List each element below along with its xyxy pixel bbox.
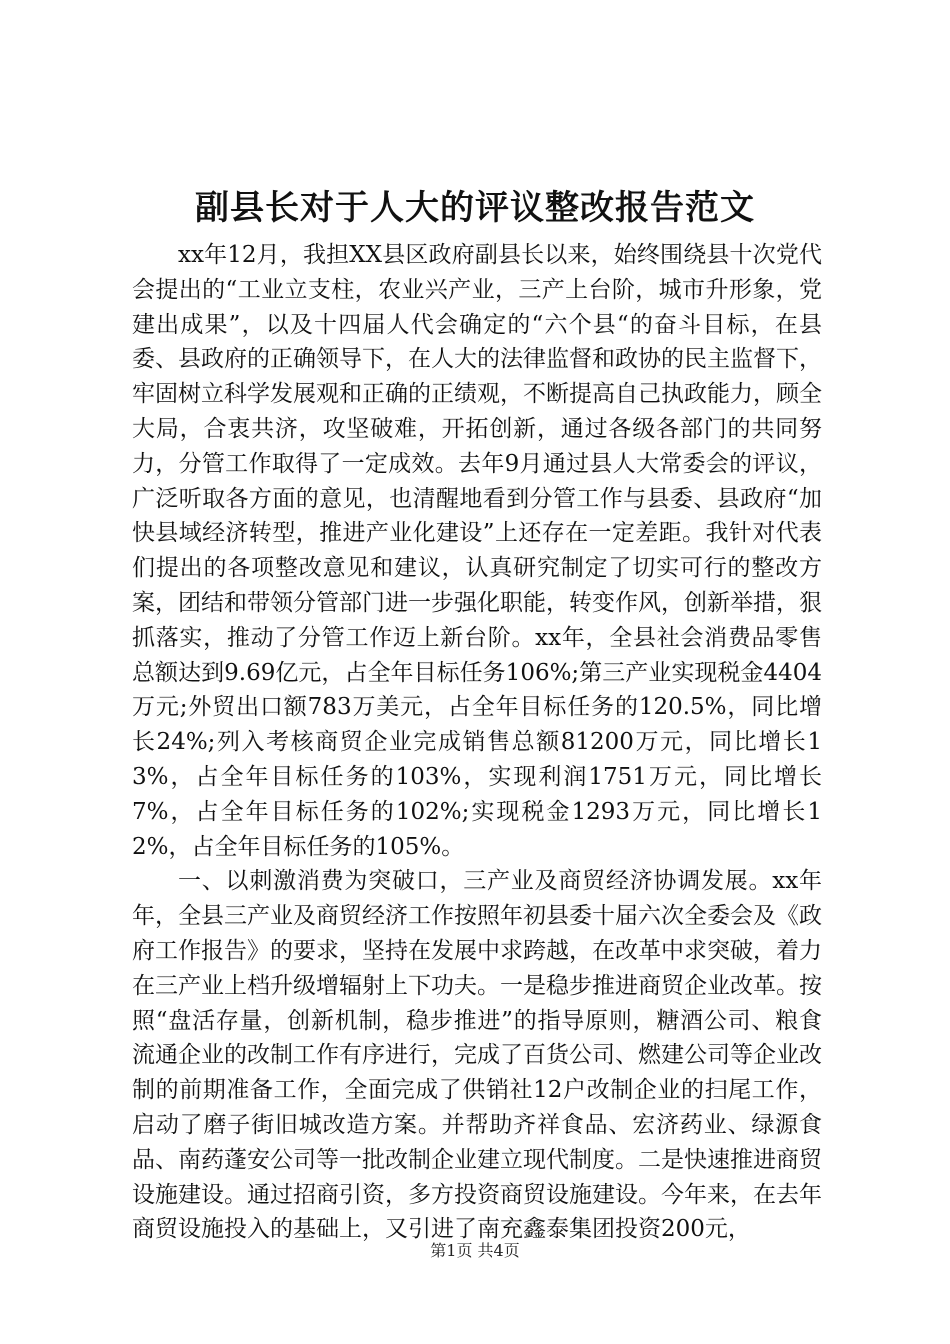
page-number-footer: 第1页 共4页 — [430, 1241, 520, 1260]
document-title: 副县长对于人大的评议整改报告范文 — [195, 188, 755, 228]
document-body — [132, 238, 822, 1247]
paragraph-section-one: 一、以刺激消费为突破口，三产业及商贸经济协调发展。xx年年，全县三产业及商贸经济工作按照年初县委十届六次全委会及《政府工作报告》的要求，坚持在发展中求跨越，在改革中求突破，着力在三产业上档升级增辐射上下功夫。一是稳步推进商贸企业改革。按照“盘活存量，创新机制，稳步推进”的指导原则，糖酒公司、粮食流通企业的改制工作有序进行，完成了百货公司、燃建公司等企业改制的前期准备工作，全面完成了供销社12户改制企业的扫尾工作，启动了磨子街旧城改造方案。并帮助齐祥食品、宏济药业、绿源食品、南药蓬安公司等一批改制企业建立现代制度。二是快速推进商贸设施建设。通过招商引资，多方投资商贸设施建设。今年来，在去年商贸设施投入的基础上，又引进了南充鑫泰集团投资200元， — [132, 868, 822, 1243]
paragraph-intro: xx年12月，我担XX县区政府副县长以来，始终围绕县十次党代会提出的“工业立支柱，农业兴产业，三产上台阶，城市升形象，党建出成果”，以及十四届人代会确定的“六个县“的奋斗目标，在县委、县政府的正确领导下，在人大的法律监督和政协的民主监督下，牢固树立科学发展观和正确的正绩观，不断提高自己执政能力，顾全大局，合衷共济，攻坚破难，开拓创新，通过各级各部门的共同努力，分管工作取得了一定成效。去年9月通过县人大常委会的评议，广泛听取各方面的意见，也清醒地看到分管工作与县委、县政府“加快县域经济转型，推进产业化建设”上还存在一定差距。我针对代表们提出的各项整改意见和建议，认真研究制定了切实可行的整改方案，团结和带领分管部门进一步强化职能，转变作风，创新举措，狠抓落实，推动了分管工作迈上新台阶。xx年，全县社会消费品零售总额达到9.69亿元，占全年目标任务106%;第三产业实现税金4404万元;外贸出口额783万美元，占全年目标任务的120.5%，同比增长24%;列入考核商贸企业完成销售总额81200万元，同比增长13%，占全年目标任务的103%，实现利润1751万元，同比增长7%，占全年目标任务的102%;实现税金1293万元，同比增长12%，占全年目标任务的105%。 — [132, 242, 822, 860]
